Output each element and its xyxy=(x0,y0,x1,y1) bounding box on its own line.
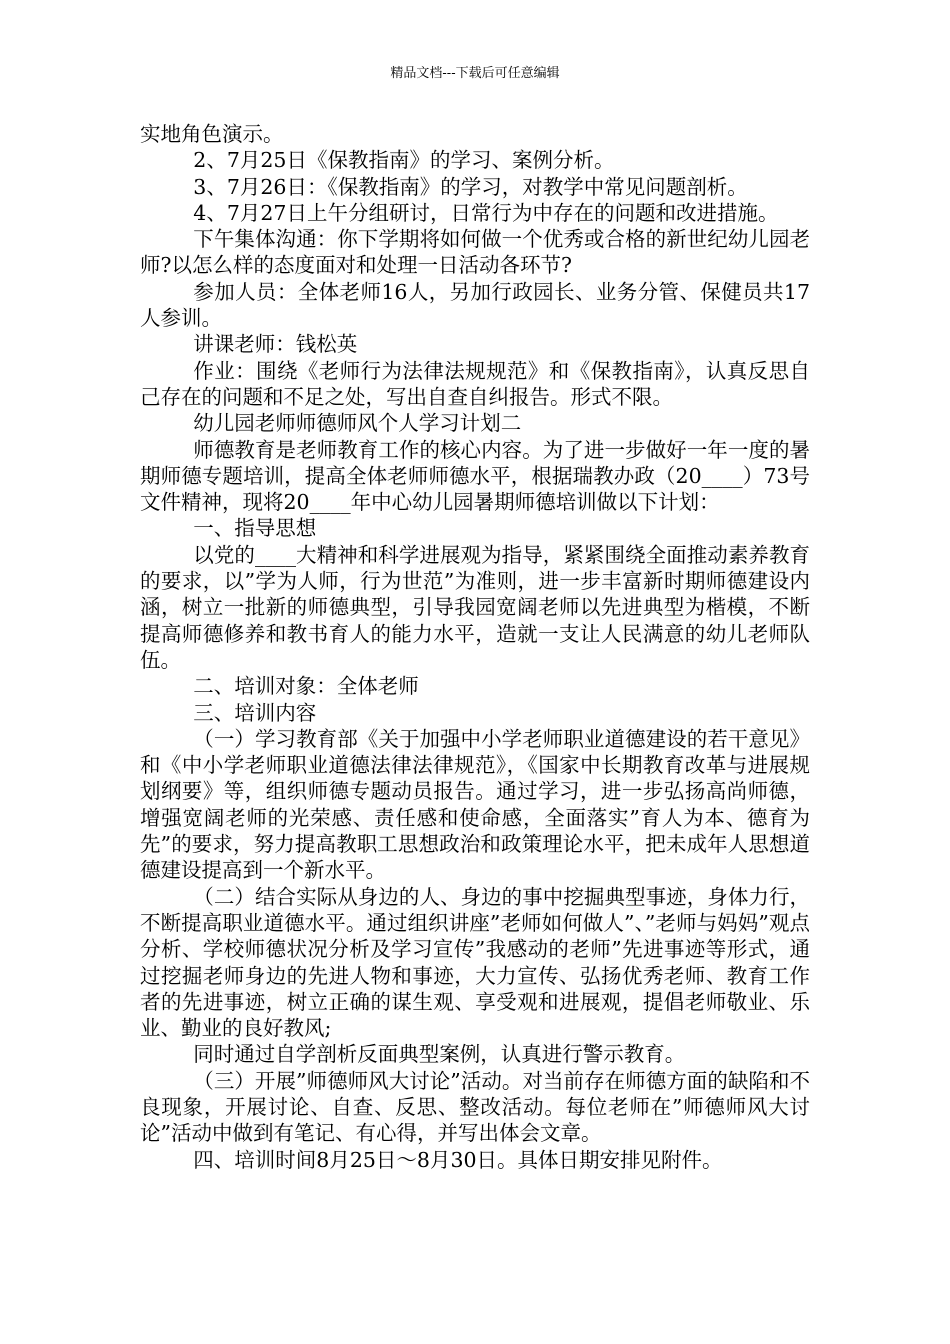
paragraph: 2、7月25日《保教指南》的学习、案例分析。 xyxy=(193,148,615,173)
page-header: 精品文档---下载后可任意编辑 xyxy=(390,66,560,81)
paragraph: 3、7月26日：《保教指南》的学习，对教学中常见问题剖析。 xyxy=(193,174,748,199)
paragraph: 以党的____大精神和科学进展观为指导，紧紧围绕全面推动素养教育的要求，以”学为人师，行为世范”为准则，进一步丰富新时期师德建设内涵，树立一批新的师德典型，引导我园宽阔老师以先进典型为楷模，不断提高师德修养和教书育人的能力水平，造就一支让人民满意的幼儿老师队伍。 xyxy=(140,542,810,672)
paragraph: （一）学习教育部《关于加强中小学老师职业道德建设的若干意见》和《中小学老师职业道德法律法律规范》，《国家中长期教育改革与进展规划纲要》等，组织师德专题动员报告。通过学习，进一步弘扬高尚师德，增强宽阔老师的光荣感、责任感和使命感，全面落实”育人为本、德育为先”的要求，努力提高教职工思想政治和政策理论水平，把未成年人思想道德建设提高到一个新水平。 xyxy=(140,726,810,883)
paragraph: 实地角色演示。 xyxy=(140,122,284,146)
section-heading: 四、培训时间8月25日～8月30日。具体日期安排见附件。 xyxy=(193,1147,723,1172)
section-heading: 一、指导思想 xyxy=(193,516,317,541)
section-title: 幼儿园老师师德师风个人学习计划二 xyxy=(193,411,522,436)
paragraph: 师德教育是老师教育工作的核心内容。为了进一步做好一年一度的暑期师德专题培训，提高全体老师师德水平，根据瑞教办政（20____）73号文件精神，现将20____年中心幼儿园暑期师德培训做以下计划： xyxy=(140,437,810,515)
document-body xyxy=(140,121,810,1173)
section-heading: 二、培训对象：全体老师 xyxy=(193,674,419,699)
paragraph: 同时通过自学剖析反面典型案例，认真进行警示教育。 xyxy=(193,1042,686,1067)
paragraph: 作业：围绕《老师行为法律法规规范》和《保教指南》，认真反思自己存在的问题和不足之处，写出自查自纠报告。形式不限。 xyxy=(140,358,810,409)
paragraph: 下午集体沟通：你下学期将如何做一个优秀或合格的新世纪幼儿园老师?以怎么样的态度面对和处理一日活动各环节? xyxy=(140,227,810,278)
paragraph: 4、7月27日上午分组研讨，日常行为中存在的问题和改进措施。 xyxy=(193,200,779,225)
paragraph: （二）结合实际从身边的人、身边的事中挖掘典型事迹，身体力行，不断提高职业道德水平。通过组织讲座”老师如何做人”、”老师与妈妈”观点分析、学校师德状况分析及学习宣传”我感动的老师”先进事迹等形式，通过挖掘老师身边的先进人物和事迹，大力宣传、弘扬优秀老师、教育工作者的先进事迹，树立正确的谋生观、享受观和进展观，提倡老师敬业、乐业、勤业的良好教风; xyxy=(140,884,810,1041)
paragraph: 讲课老师：钱松英 xyxy=(193,332,358,357)
paragraph: 参加人员：全体老师16人，另加行政园长、业务分管、保健员共17人参训。 xyxy=(140,279,810,331)
paragraph: （三）开展”师德师风大讨论”活动。对当前存在师德方面的缺陷和不良现象，开展讨论、自查、反思、整改活动。每位老师在”师德师风大讨论”活动中做到有笔记、有心得，并写出体会文章。 xyxy=(140,1068,810,1146)
section-heading: 三、培训内容 xyxy=(193,700,317,725)
